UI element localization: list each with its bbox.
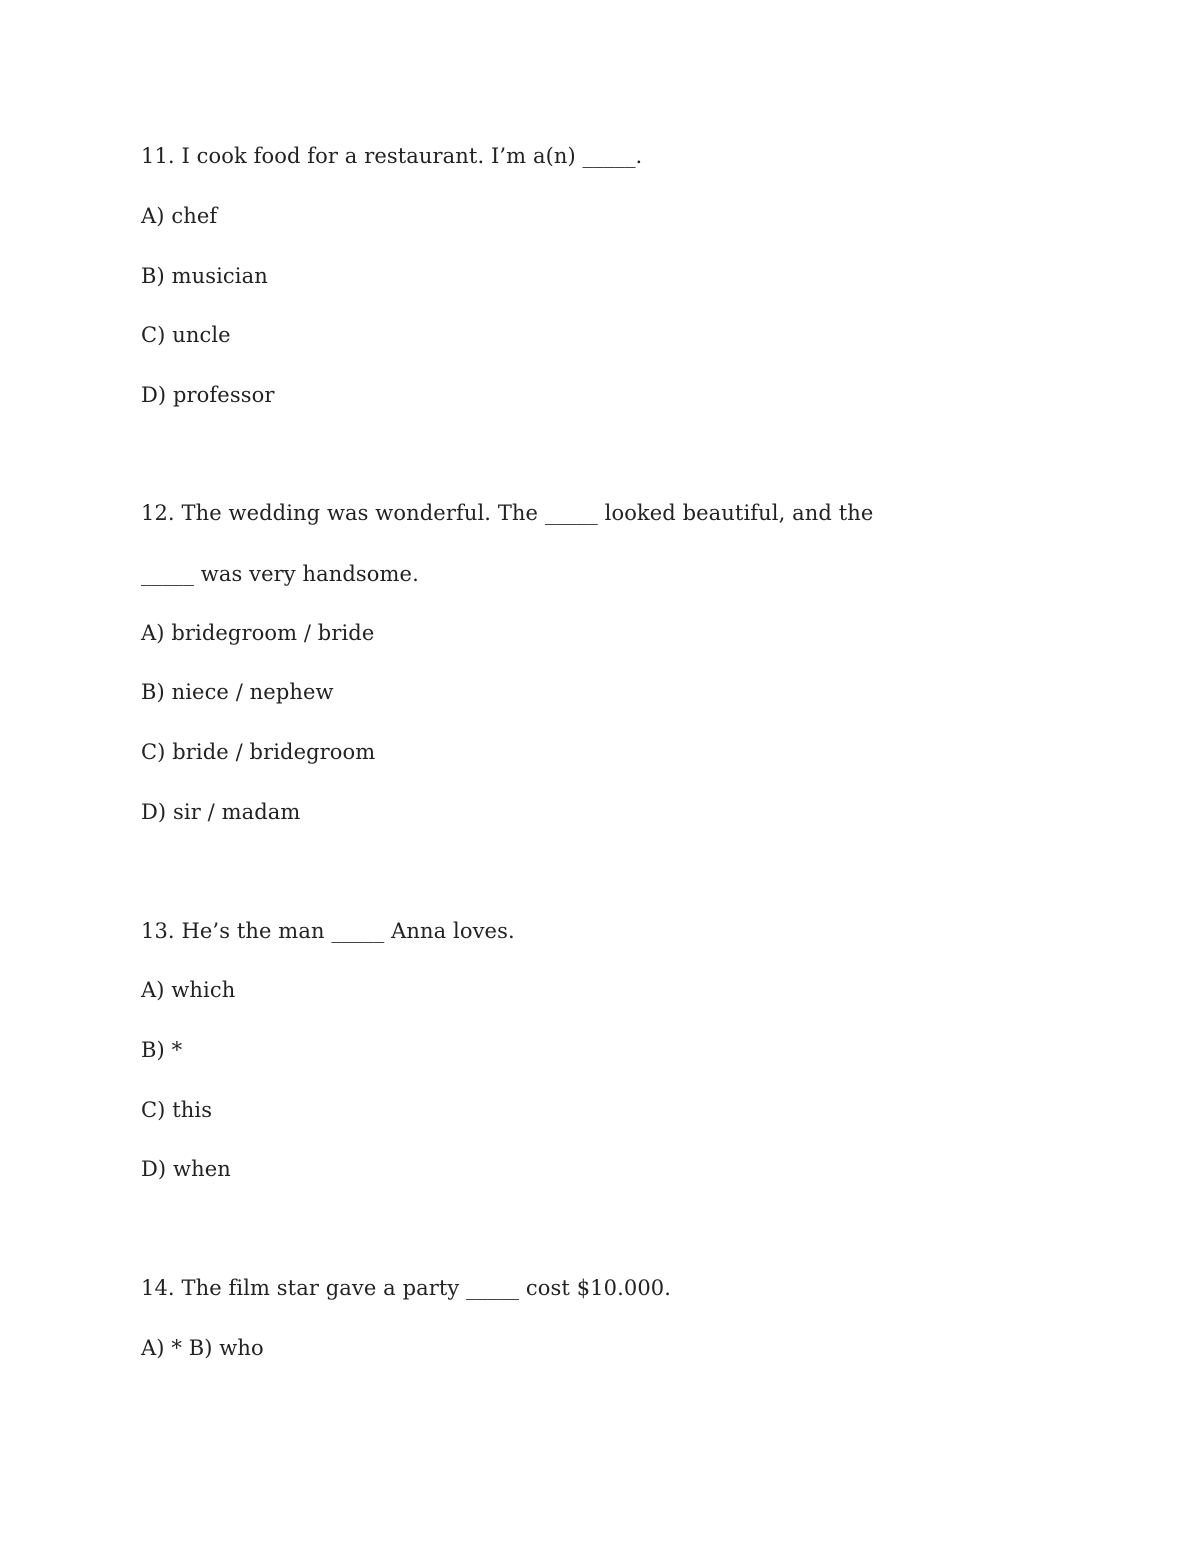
question-14-options: A) * B) who bbox=[141, 1336, 264, 1360]
question-12-stem-line-1: 12. The wedding was wonderful. The _____ looked beautiful, and the bbox=[141, 501, 874, 525]
question-12-option-d: D) sir / madam bbox=[141, 800, 301, 824]
question-13-option-b: B) * bbox=[141, 1038, 183, 1062]
question-12-option-c: C) bride / bridegroom bbox=[141, 740, 376, 764]
question-11-option-d: D) professor bbox=[141, 383, 275, 407]
question-12-stem-line-2: _____ was very handsome. bbox=[141, 562, 419, 586]
question-14-stem: 14. The film star gave a party _____ cost $10.000. bbox=[141, 1276, 672, 1300]
question-11-stem: 11. I cook food for a restaurant. I’m a(n) _____. bbox=[141, 144, 643, 168]
question-13-option-c: C) this bbox=[141, 1098, 213, 1122]
question-13-option-d: D) when bbox=[141, 1157, 231, 1181]
question-11-option-b: B) musician bbox=[141, 264, 268, 288]
question-12-option-b: B) niece / nephew bbox=[141, 680, 334, 704]
question-11-option-a: A) chef bbox=[141, 204, 218, 228]
question-13-option-a: A) which bbox=[141, 978, 236, 1002]
question-11-option-c: C) uncle bbox=[141, 323, 231, 347]
question-13-stem: 13. He’s the man _____ Anna loves. bbox=[141, 919, 515, 943]
question-12-option-a: A) bridegroom / bride bbox=[141, 621, 375, 645]
